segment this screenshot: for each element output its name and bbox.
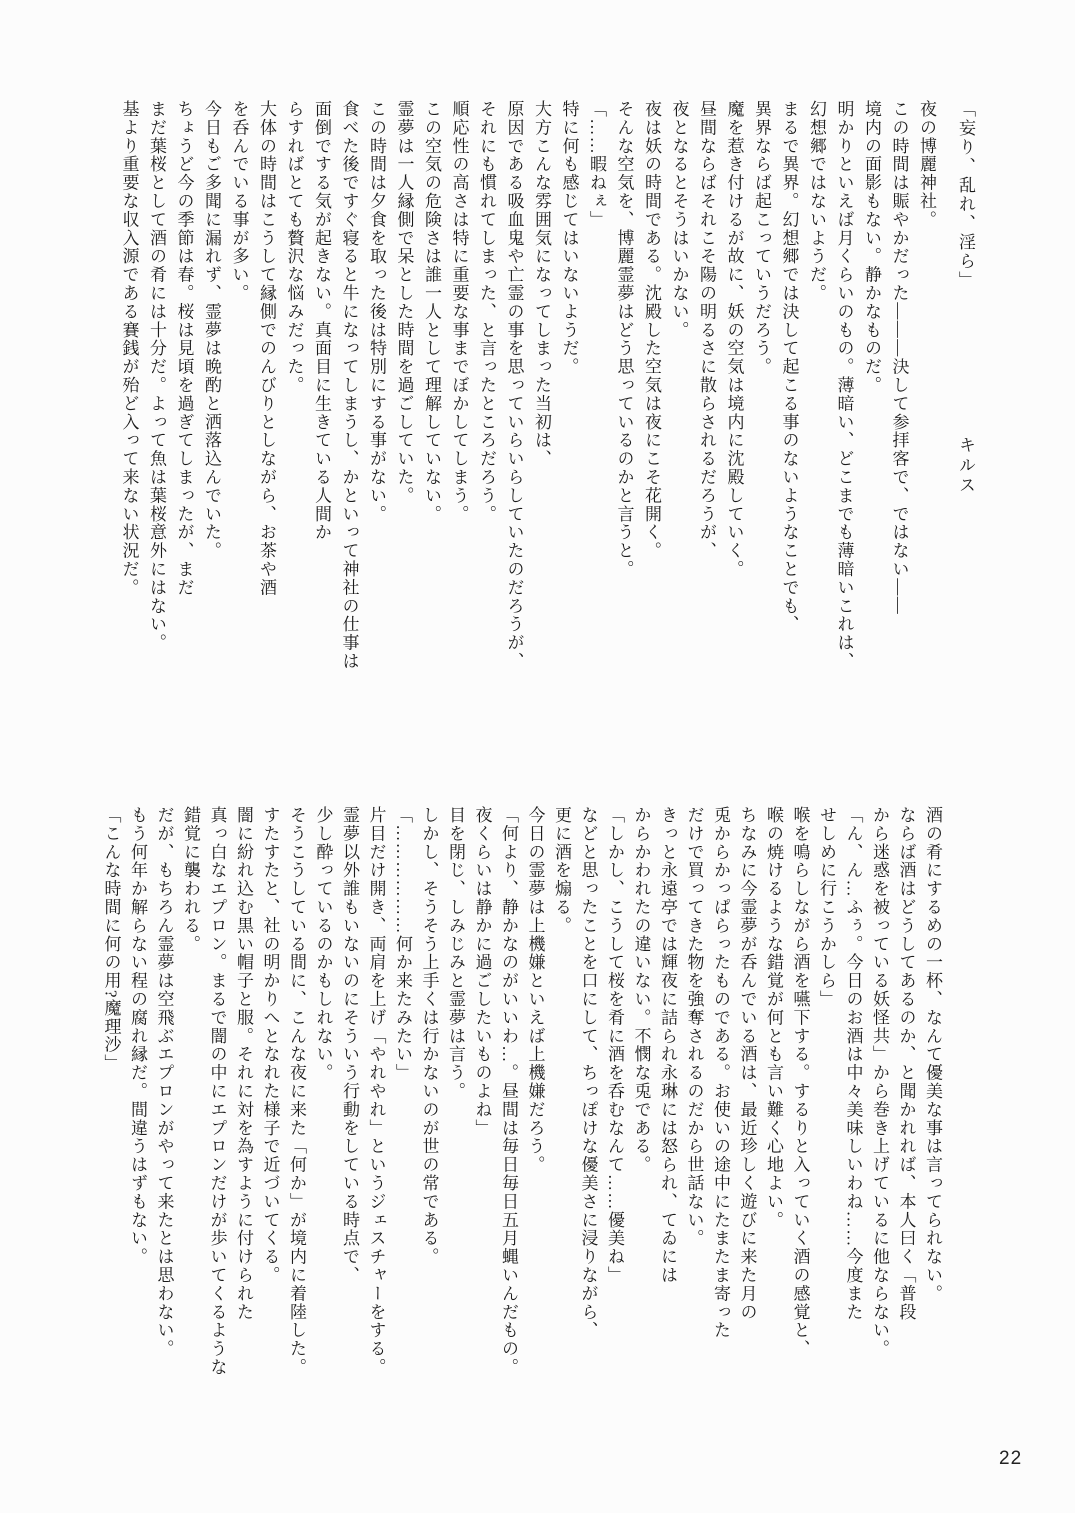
text-line: らすればとても贅沢な悩みだった。 — [284, 100, 304, 395]
text-line: せしめに行こうかしら」 — [817, 806, 836, 1009]
text-line: 順応性の高さは特に重要な事までぼかしてしまう。 — [449, 100, 469, 524]
text-line: だが、もちろん霊夢は空飛ぶエプロンがやって来たとは思わない。 — [154, 806, 174, 1358]
text-line: 喉の焼けるような錯覚が何とも言い難く心地よい。 — [764, 806, 783, 1230]
text-line: 霊夢は一人縁側で呆とした時間を過ごしていた。 — [394, 100, 414, 505]
text-line: 明かりといえば月くらいのもの。薄暗い、どこまでも薄暗いこれは、 — [834, 100, 854, 671]
text-line: 兎からかっぱらったものである。お使いの途中にたまたま寄った — [711, 806, 730, 1340]
text-line: そうこうしている間に、こんな夜に来た「何か」が境内に着陸した。 — [287, 806, 306, 1377]
text-line: 魔を惹き付けるが故に、妖の空気は境内に沈殿していく。 — [724, 100, 744, 579]
text-line: まだ葉桜として酒の肴には十分だ。よって魚は葉桜意外にはない。 — [147, 100, 166, 652]
text-line: 「………………何か来たみたい」 — [393, 806, 412, 1082]
text-line: 目を閉じ、しみじみと霊夢は言う。 — [446, 806, 465, 1101]
text-line: それにも慣れてしまった、と言ったところだろう。 — [477, 100, 496, 524]
text-line: 霊夢以外誰もいないのにそういう行動をしている時点で、 — [340, 806, 359, 1285]
text-line: きっと永遠亭では輝夜に詰られ永琳には怒られ、てゐには — [658, 806, 677, 1285]
text-line: 境内の面影もない。静かなものだ。 — [862, 100, 881, 395]
text-line: 更に酒を煽る。 — [552, 806, 571, 935]
text-line: 昼間ならばそれこそ陽の明るさに散らされるだろうが、 — [697, 100, 716, 560]
text-line: ならば酒はどうしてあるのか、と聞かれれば、本人曰く「普段 — [896, 806, 916, 1322]
text-line: 今日の霊夢は上機嫌といえば上機嫌だろう。 — [525, 806, 545, 1174]
text-line: 今日もご多聞に漏れず、霊夢は晩酌と洒落込んでいた。 — [202, 100, 221, 560]
text-line: この時間は夕食を取った後は特別にする事がない。 — [367, 100, 386, 524]
text-line: を呑んでいる事が多い。 — [229, 100, 249, 303]
text-line: から迷惑を被っている妖怪共」から巻き上げているに他ならない。 — [870, 806, 889, 1358]
text-line: 夜くらいは静かに過ごしたいものよね」 — [472, 806, 492, 1138]
text-line: すたすたと、社の明かりへとなれた様子で近づいてくる。 — [260, 806, 280, 1285]
text-line: 闇に紛れ込む黒い帽子と服。それに対を為すように付けられた — [234, 806, 253, 1322]
text-line: ちょうど今の季節は春。桜は見頃を過ぎてしまったが、まだ — [174, 100, 194, 597]
text-line: 「しかし、こうして桜を肴に酒を呑むなんて……優美ね」 — [605, 806, 624, 1285]
text-line: もう何年か解らない程の腐れ縁だ。間違うはずもない。 — [128, 806, 147, 1266]
author-name: キルス — [956, 435, 975, 496]
text-line: 「……暇ねぇ」 — [587, 100, 606, 229]
text-line: 喉を鳴らしながら酒を嚥下する。するりと入っていく酒の感覚と、 — [790, 806, 810, 1358]
text-line: 少し酔っているのかもしれない。 — [313, 806, 333, 1082]
text-line: 錯覚に襲われる。 — [181, 806, 200, 954]
text-line: 原因である吸血鬼や亡霊の事を思っていらいらしていたのだろうが、 — [504, 100, 524, 671]
text-line: 夜となるとそうはいかない。 — [669, 100, 689, 340]
story-section-top — [115, 100, 980, 748]
text-line: 夜の博麗神社。 — [917, 100, 936, 229]
text-line: 幻想郷ではないようだ。 — [807, 100, 826, 303]
story-section-bottom — [97, 806, 945, 1456]
text-line: そんな空気を、博麗霊夢はどう思っているのかと言うと。 — [614, 100, 634, 579]
text-line: 「ん、ん…ふぅ。今日のお酒は中々美味しいわね……今度また — [843, 806, 863, 1322]
text-line: 夜は妖の時間である。沈殿した空気は夜にこそ花開く。 — [642, 100, 661, 560]
text-line: まるで異界。幻想郷では決して起こる事のないようなことでも、 — [779, 100, 799, 634]
text-line: 異界ならば起こっていうだろう。 — [752, 100, 771, 376]
text-line: この空気の危険さは誰一人として理解していない。 — [422, 100, 441, 524]
text-line: この時間は賑やかだった―――決して参拝客で、ではない―― — [889, 100, 909, 616]
text-line: などと思ったことを口にして、ちっぽけな優美さに浸りながら、 — [578, 806, 598, 1340]
text-line: 酒の肴にするめの一杯、なんて優美な事は言ってられない。 — [923, 806, 942, 1303]
text-line: 食べた後ですぐ寝ると牛になってしまうし、かといって神社の仕事は — [339, 100, 359, 671]
text-line: ちなみに今霊夢が呑んでいる酒は、最近珍しく遊びに来た月の — [737, 806, 757, 1322]
text-line: だけで買ってきた物を強奪されるのだから世話ない。 — [684, 806, 704, 1248]
text-line: 大方こんな雰囲気になってしまった当初は、 — [532, 100, 551, 468]
text-line: 真っ白なエプロン。まるで闇の中にエプロンだけが歩いてくるような — [207, 806, 227, 1377]
text-line: 「こんな時間に何の用?魔理沙」 — [101, 806, 121, 1073]
page-number: 22 — [999, 1448, 1023, 1469]
text-line: 基より重要な収入源である賽銭が殆ど入って来ない状況だ。 — [119, 100, 139, 597]
text-line: からかわれたの違いない。不憫な兎である。 — [631, 806, 651, 1174]
text-line: 片目だけ開き、両肩を上げ「やれやれ」というジェスチャーをする。 — [366, 806, 386, 1377]
text-line: しかし、そうそう上手くは行かないのが世の常である。 — [419, 806, 439, 1266]
story-title: 「妄り、乱れ、淫ら」 — [956, 100, 975, 290]
text-line: 大体の時間はこうして縁側でのんびりとしながら、お茶や酒 — [257, 100, 276, 597]
text-line: 面倒でする気が起きない。真面目に生きている人間か — [312, 100, 331, 542]
text-line: 特に何も感じてはいないようだ。 — [559, 100, 579, 376]
text-line: 「何より、静かなのがいいわ…。昼間は毎日毎日五月蝿いんだもの。 — [499, 806, 518, 1377]
title-column — [950, 100, 980, 748]
